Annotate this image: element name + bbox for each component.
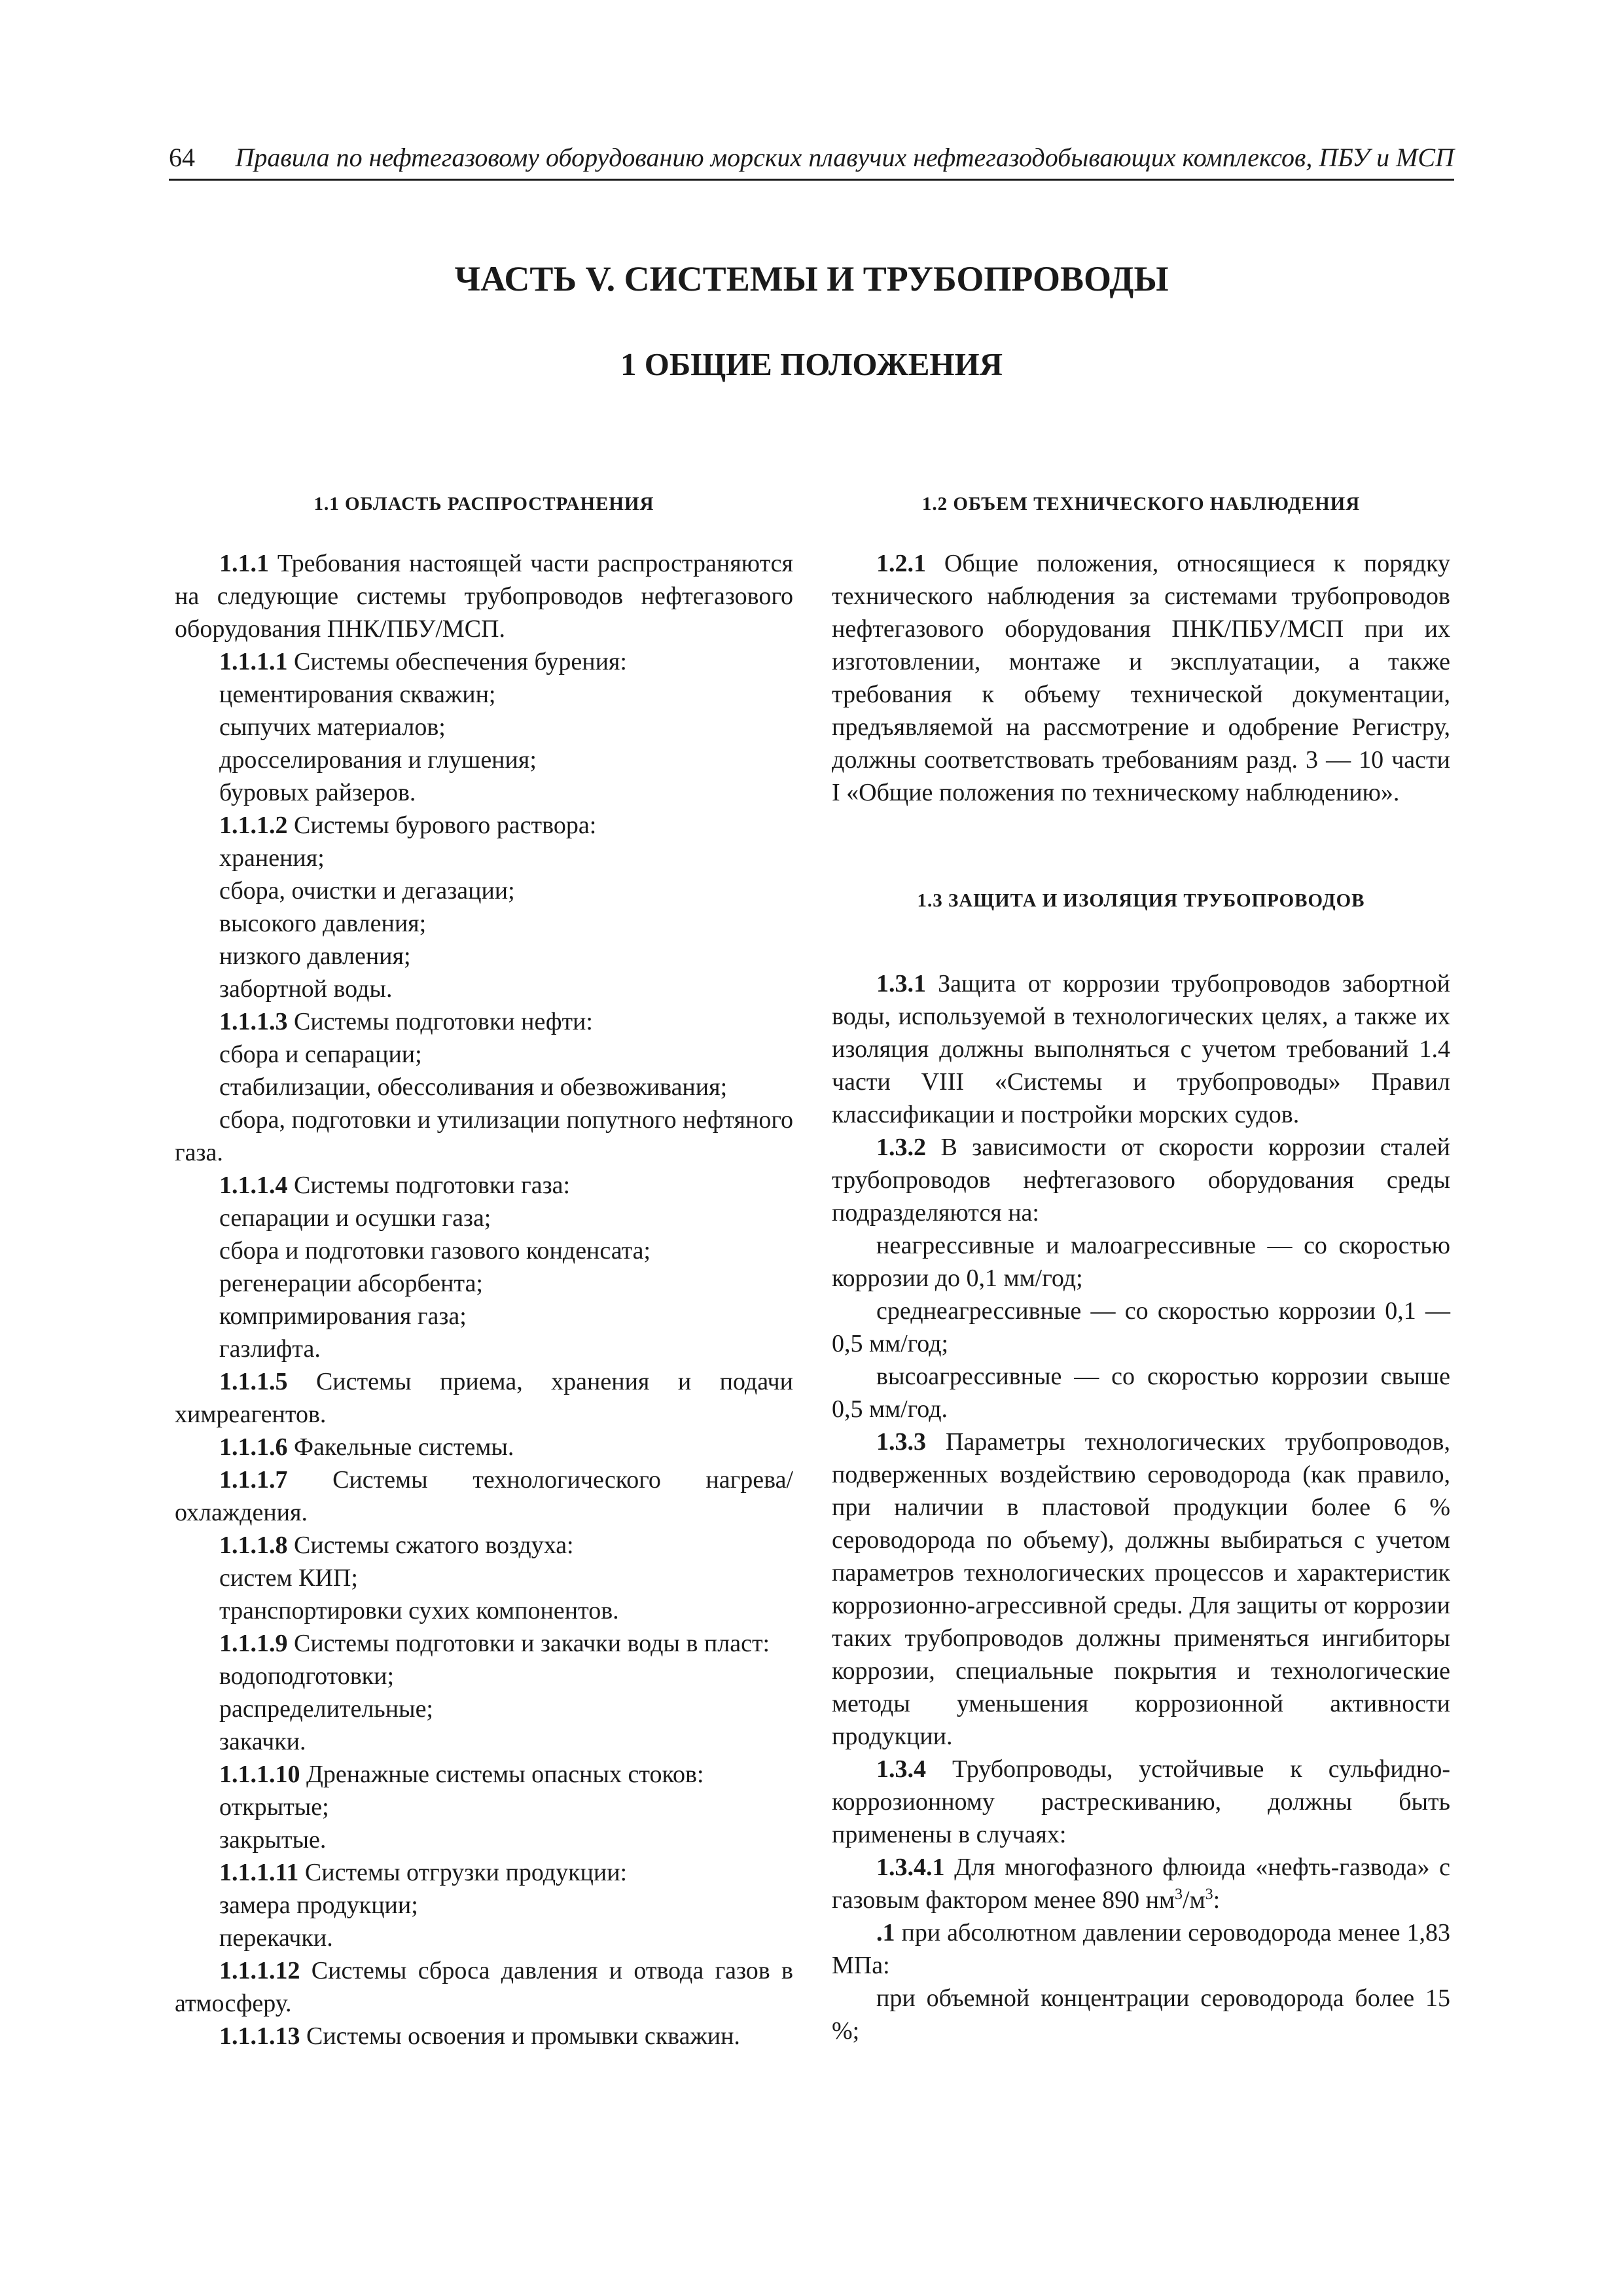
list-item: газлифта. [219, 1335, 321, 1363]
paragraph-1-1-1-8 [175, 1529, 793, 1562]
list-item: цементирования скважин; [219, 681, 496, 708]
clause-text: Системы подготовки нефти: [287, 1008, 593, 1035]
clause-number: 1.1.1 [219, 550, 269, 577]
list-item: компримирования газа; [219, 1302, 467, 1330]
clause-text: Системы подготовки и закачки воды в пласт: [287, 1630, 770, 1657]
section-heading-1-3: 1.3 ЗАЩИТА И ИЗОЛЯЦИЯ ТРУБОПРОВОДОВ [917, 890, 1365, 911]
clause-number: 1.1.1.3 [219, 1008, 288, 1035]
clause-number: 1.3.2 [876, 1134, 926, 1161]
clause-text: Системы подготовки газа: [287, 1172, 571, 1199]
clause-number: 1.1.1.2 [219, 812, 288, 839]
paragraph-1-1-1-13 [175, 2020, 793, 2053]
clause-number: 1.1.1.11 [219, 1859, 299, 1886]
clause-number: 1.1.1.4 [219, 1172, 288, 1199]
clause-text: Системы освоения и промывки скважин. [300, 2022, 740, 2050]
clause-text: при абсолютном давлении сероводорода менее 1,83 МПа: [832, 1919, 1450, 1979]
clause-text: Для многофазного флюида «нефть-газвода» с газовым фактором менее 890 нм [832, 1854, 1450, 1914]
paragraph-1-1-1 [175, 547, 793, 645]
part-title: ЧАСТЬ V. СИСТЕМЫ И ТРУБОПРОВОДЫ [454, 259, 1169, 298]
list-item: закрытые. [219, 1826, 327, 1854]
list-item-wrapped: сбора, подготовки и утилизации попутного нефтяного газа. [175, 1106, 793, 1166]
list-item: низкого давления; [219, 942, 411, 970]
list-item: открытые; [219, 1793, 329, 1821]
paragraph-1-1-1-4 [175, 1169, 793, 1202]
list-item: систем КИП; [219, 1564, 358, 1592]
clause-number: 1.1.1.6 [219, 1433, 288, 1461]
clause-number: 1.1.1.7 [219, 1466, 288, 1494]
paragraph-1-1-1-9 [175, 1627, 793, 1660]
superscript: 3 [1205, 1886, 1213, 1903]
clause-number: 1.1.1.9 [219, 1630, 288, 1657]
page-number: 64 [169, 143, 195, 172]
paragraph-1-1-1-11 [175, 1856, 793, 1889]
list-item: замера продукции; [219, 1892, 418, 1919]
paragraph-1-1-1-7 [175, 1463, 793, 1529]
paragraph-1-1-1-2 [175, 809, 793, 842]
paragraph-1-1-1-6 [175, 1431, 793, 1463]
list-item: сбора, очистки и дегазации; [219, 877, 515, 905]
paragraph-1-2-1 [832, 547, 1450, 809]
clause-text: Требования настоящей части распространяются на следующие системы трубопроводов нефтегазового оборудования ПНК/ПБУ/МСП. [175, 550, 793, 643]
paragraph-1-3-3 [832, 1426, 1450, 1753]
list-item: при объемной концентрации сероводорода более 15 %; [832, 1984, 1450, 2045]
list-item: перекачки. [219, 1924, 333, 1952]
clause-text: Системы отгрузки продукции: [298, 1859, 628, 1886]
clause-number: 1.1.1.1 [219, 648, 288, 675]
clause-text: Системы сброса давления и отвода газов в атмосферу. [175, 1957, 793, 2017]
clause-text: Параметры технологических трубопроводов, подверженных воздействию сероводорода (как правило, при наличии в пластовой продукции более 6 % сероводорода по объему), должны выбираться с учетом параметров технологических процессов и характеристик коррозионно-агрессивной среды. Для защиты от коррозии таких трубопроводов должны применяться ингибиторы коррозии, специальные покрытия и технологические методы уменьшения коррозионной активности продукции. [832, 1428, 1450, 1750]
clause-text: Защита от коррозии трубопроводов забортной воды, используемой в технологических целях, а также их изоляция должны выполняться с учетом требований 1.4 части VIII «Системы и трубопроводы» Правил классификации и постройки морских судов. [832, 970, 1450, 1128]
clause-text: Факельные системы. [287, 1433, 514, 1461]
list-item: дросселирования и глушения; [219, 746, 537, 774]
clause-text-unit: /м [1183, 1886, 1205, 1914]
clause-number: 1.1.1.12 [219, 1957, 300, 1984]
paragraph-1-1-1-12 [175, 1954, 793, 2020]
clause-number: 1.1.1.10 [219, 1761, 300, 1788]
list-item: высокого давления; [219, 910, 427, 937]
paragraph-1-3-2 [832, 1131, 1450, 1229]
section-heading-1-1: 1.1 ОБЛАСТЬ РАСПРОСТРАНЕНИЯ [313, 493, 654, 514]
running-header [169, 141, 1454, 181]
list-item: высоагрессивные — со скоростью коррозии свыше 0,5 мм/год. [832, 1363, 1450, 1423]
clause-number: 1.3.4.1 [876, 1854, 945, 1881]
paragraph-1-3-4-1 [832, 1851, 1450, 1916]
superscript: 3 [1175, 1886, 1183, 1903]
clause-number: 1.3.3 [876, 1428, 926, 1456]
list-item: распределительные; [219, 1695, 433, 1723]
paragraph-1-3-4 [832, 1753, 1450, 1851]
clause-number: 1.2.1 [876, 550, 926, 577]
list-item: стабилизации, обессоливания и обезвоживания; [219, 1073, 728, 1101]
clause-text: Системы сжатого воздуха: [287, 1532, 574, 1559]
paragraph-1-3-1 [832, 967, 1450, 1131]
list-item: сбора и подготовки газового конденсата; [219, 1237, 651, 1265]
clause-text: Трубопроводы, устойчивые к сульфидно-коррозионному растрескиванию, должны быть применены в случаях: [832, 1755, 1450, 1848]
clause-number: 1.1.1.8 [219, 1532, 288, 1559]
clause-text: Системы приема, хранения и подачи химреагентов. [175, 1368, 793, 1428]
chapter-title: 1 ОБЩИЕ ПОЛОЖЕНИЯ [620, 346, 1003, 382]
list-item: сбора и сепарации; [219, 1041, 422, 1068]
clause-number: .1 [876, 1919, 895, 1946]
list-item: сепарации и осушки газа; [219, 1204, 491, 1232]
clause-text: В зависимости от скорости коррозии сталей трубопроводов нефтегазового оборудования среды подразделяются на: [832, 1134, 1450, 1227]
list-item: регенерации абсорбента; [219, 1270, 483, 1297]
clause-text: Системы бурового раствора: [287, 812, 597, 839]
clause-text-end: : [1213, 1886, 1221, 1914]
list-item: забортной воды. [219, 975, 393, 1003]
clause-text: Системы обеспечения бурения: [287, 648, 627, 675]
clause-number: 1.3.4 [876, 1755, 926, 1783]
right-column [832, 491, 1450, 2047]
subclause-1 [832, 1916, 1450, 1982]
clause-number: 1.1.1.13 [219, 2022, 300, 2050]
list-item: хранения; [219, 844, 325, 872]
list-item: транспортировки сухих компонентов. [219, 1597, 619, 1624]
section-heading-1-2: 1.2 ОБЪЕМ ТЕХНИЧЕСКОГО НАБЛЮДЕНИЯ [921, 493, 1361, 514]
list-item: водоподготовки; [219, 1662, 395, 1690]
clause-text: Общие положения, относящиеся к порядку технического наблюдения за системами трубопроводов нефтегазового оборудования ПНК/ПБУ/МСП при их изготовлении, монтаже и эксплуатации, а также требования к объему технической документации, предъявляемой на рассмотрение и одобрение Регистру, должны соответствовать требованиям разд. 3 — 10 части I «Общие положения по техническому наблюдению». [832, 550, 1450, 806]
clause-number: 1.1.1.5 [219, 1368, 288, 1395]
clause-text: Системы технологического нагрева/ охлаждения. [175, 1466, 793, 1526]
list-item: сыпучих материалов; [219, 713, 446, 741]
paragraph-1-1-1-5 [175, 1365, 793, 1431]
paragraph-1-1-1-10 [175, 1758, 793, 1791]
clause-number: 1.3.1 [876, 970, 926, 997]
left-column [175, 491, 793, 2053]
list-item: буровых райзеров. [219, 779, 416, 806]
clause-text: Дренажные системы опасных стоков: [300, 1761, 704, 1788]
running-title: Правила по нефтегазовому оборудованию морских плавучих нефтегазодобывающих комплексов, ПБУ и МСП [235, 143, 1454, 172]
list-item: среднеагрессивные — со скоростью коррозии 0,1 — 0,5 мм/год; [832, 1297, 1450, 1357]
paragraph-1-1-1-1 [175, 645, 793, 678]
list-item: неагрессивные и малоагрессивные — со скоростью коррозии до 0,1 мм/год; [832, 1232, 1450, 1292]
list-item: закачки. [219, 1728, 306, 1755]
paragraph-1-1-1-3 [175, 1005, 793, 1038]
